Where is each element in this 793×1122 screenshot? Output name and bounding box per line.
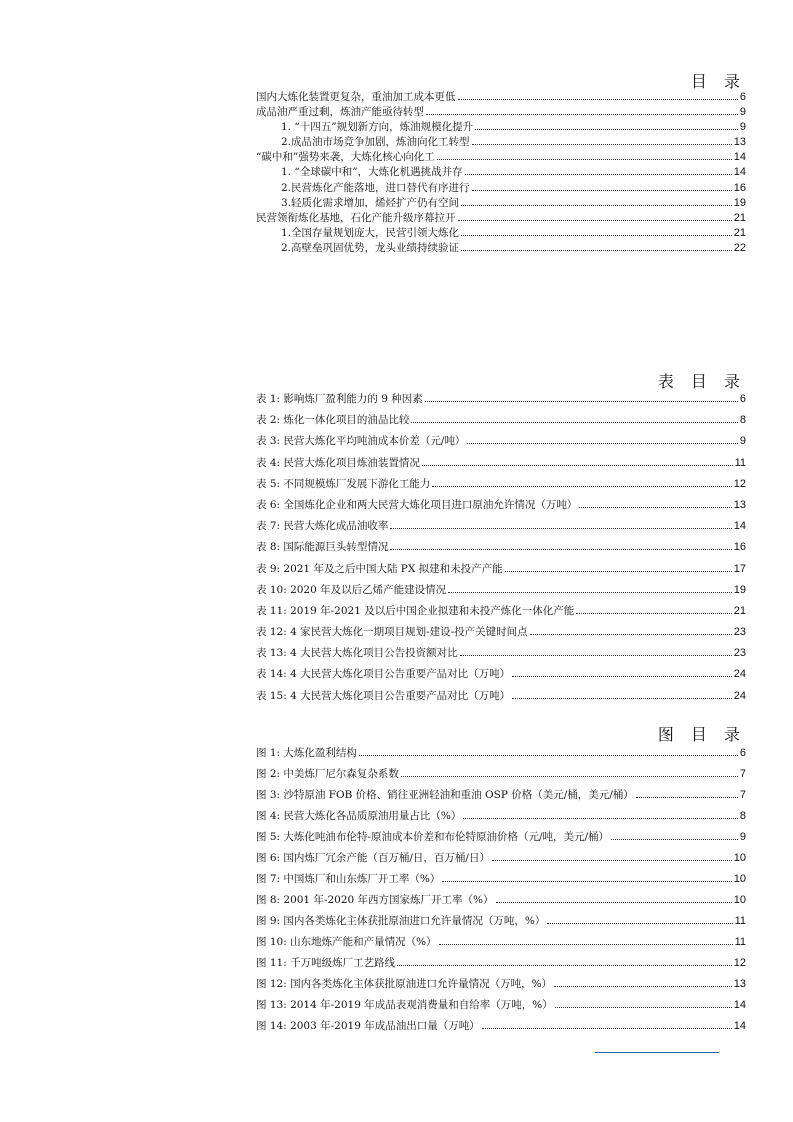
dot-leader — [472, 190, 732, 191]
figures-entry[interactable] — [256, 914, 746, 935]
tables-entry-page: 23 — [733, 647, 746, 660]
figures-entry-title: 图 7: 中国炼厂和山东炼厂开工率（%） — [256, 873, 441, 885]
dot-leader — [467, 443, 737, 444]
figures-entry-title: 图 5: 大炼化吨油布伦特-原油成本价差和布伦特原油价格（元/吨，美元/桶） — [256, 831, 610, 843]
tables-entry-page: 16 — [733, 541, 746, 554]
dot-leader — [496, 902, 732, 903]
contents-entry-page: 13 — [733, 136, 746, 149]
tables-entry-title: 表 11: 2019 年-2021 及以后中国企业拟建和未投产炼化一体化产能 — [256, 604, 575, 617]
tables-entry-page: 12 — [733, 477, 746, 490]
dot-leader — [432, 486, 731, 487]
dot-leader — [482, 1028, 732, 1029]
figures-entry-page: 14 — [733, 999, 746, 1011]
contents-entry[interactable] — [256, 226, 746, 241]
contents-entry-page: 9 — [739, 106, 746, 119]
figures-entry-title: 图 3: 沙特原油 FOB 价格、销往亚洲轻油和重油 OSP 价格（美元/桶，美元/桶） — [256, 789, 634, 801]
figures-entry-page: 8 — [739, 810, 746, 822]
figures-list — [256, 746, 746, 1040]
dot-leader — [555, 1007, 732, 1008]
tables-entry-page: 8 — [739, 414, 746, 427]
figures-entry-title: 图 8: 2001 年-2020 年西方国家炼厂开工率（%） — [256, 894, 494, 906]
dot-leader — [530, 634, 732, 635]
figures-entry[interactable] — [256, 872, 746, 893]
figures-entry[interactable] — [256, 746, 746, 767]
dot-leader — [439, 944, 733, 945]
tables-entry[interactable] — [256, 392, 746, 413]
tables-entry-title: 表 2: 炼化一体化项目的油品比较 — [256, 414, 410, 427]
dot-leader — [461, 205, 732, 206]
tables-list — [256, 392, 746, 710]
dot-leader — [448, 592, 732, 593]
contents-list — [256, 90, 746, 256]
figures-entry-title: 图 14: 2003 年-2019 年成品油出口量（万吨） — [256, 1020, 480, 1032]
dot-leader — [579, 507, 731, 508]
dot-leader — [460, 655, 732, 656]
tables-entry-title: 表 7: 民营大炼化成品油收率 — [256, 520, 389, 533]
tables-entry-title: 表 5: 不同规模炼厂发展下游化工能力 — [256, 477, 431, 490]
contents-entry[interactable] — [256, 241, 746, 256]
figures-entry-page: 13 — [733, 978, 746, 990]
tables-entry[interactable] — [256, 625, 746, 646]
tables-entry-title: 表 13: 4 大民营大炼化项目公告投资额对比 — [256, 647, 458, 660]
dot-leader — [422, 465, 733, 466]
tables-entry-title: 表 6: 全国炼化企业和两大民营大炼化项目进口原油允许情况（万吨） — [256, 498, 578, 511]
dot-leader — [463, 818, 738, 819]
tables-entry[interactable] — [256, 689, 746, 710]
tables-entry[interactable] — [256, 646, 746, 667]
contents-entry-page: 21 — [733, 211, 746, 224]
figures-entry-page: 7 — [739, 768, 746, 780]
contents-entry-title: 1.全国存量规划庞大，民营引领大炼化 — [281, 226, 460, 239]
dot-leader — [458, 220, 732, 221]
contents-entry-title: 成品油严重过剩，炼油产能亟待转型 — [256, 106, 424, 119]
dot-leader — [411, 422, 737, 423]
contents-entry-title: 2.高壁垒巩固优势，龙头业绩持续验证 — [281, 241, 460, 254]
dot-leader — [390, 528, 731, 529]
contents-entry-page: 6 — [739, 91, 746, 103]
dot-leader — [458, 99, 738, 100]
contents-heading: 目 录 — [690, 72, 746, 91]
dot-leader — [547, 923, 732, 924]
figures-entry[interactable] — [256, 1019, 746, 1040]
contents-entry[interactable] — [256, 90, 746, 105]
figures-entry-page: 10 — [733, 852, 746, 864]
figures-entry[interactable] — [256, 851, 746, 872]
contents-entry-page: 21 — [733, 226, 746, 239]
tables-entry-page: 19 — [733, 583, 746, 596]
contents-entry-title: 3.轻质化需求增加，烯烃扩产仍有空间 — [281, 196, 460, 209]
figures-entry[interactable] — [256, 977, 746, 998]
tables-entry-title: 表 4: 民营大炼化项目炼油装置情况 — [256, 456, 420, 469]
tables-entry[interactable] — [256, 583, 746, 604]
contents-entry-title: 2.民营炼化产能落地，进口替代有序进行 — [281, 181, 470, 194]
tables-entry-title: 表 8: 国际能源巨头转型情况 — [256, 541, 389, 554]
tables-heading: 表 目 录 — [657, 372, 746, 391]
figures-entry-title: 图 12: 国内各类炼化主体获批原油进口允许量情况（万吨，%） — [256, 978, 553, 990]
dot-leader — [512, 698, 732, 699]
figures-entry-page: 10 — [733, 894, 746, 906]
contents-entry-title: “碳中和”强势来袭，大炼化核心向化工 — [256, 151, 435, 164]
dot-leader — [505, 571, 732, 572]
figures-entry-page: 9 — [739, 831, 746, 843]
dot-leader — [437, 159, 732, 160]
contents-entry-title: 国内大炼化装置更复杂，重油加工成本更低 — [256, 91, 456, 103]
dot-leader — [461, 235, 732, 236]
dot-leader — [425, 401, 738, 402]
contents-entry[interactable] — [256, 135, 746, 150]
figures-entry[interactable] — [256, 956, 746, 977]
figures-entry-title: 图 4: 民营大炼化各品质原油用量占比（%） — [256, 810, 462, 822]
contents-entry-page: 22 — [733, 241, 746, 254]
tables-entry[interactable] — [256, 519, 746, 540]
contents-entry-page: 9 — [739, 121, 746, 134]
tables-entry-page: 21 — [733, 604, 746, 617]
tables-entry[interactable] — [256, 434, 746, 455]
tables-entry-title: 表 14: 4 大民营大炼化项目公告重要产品对比（万吨） — [256, 668, 511, 681]
figures-entry-title: 图 1: 大炼化盈利结构 — [256, 747, 357, 759]
figures-entry-title: 图 13: 2014 年-2019 年成品表观消费量和自给率（万吨，%） — [256, 999, 553, 1011]
figures-entry-page: 14 — [733, 1020, 746, 1032]
dot-leader — [512, 676, 732, 677]
tables-entry[interactable] — [256, 456, 746, 477]
dot-leader — [465, 174, 732, 175]
tables-entry-page: 17 — [733, 562, 746, 575]
tables-entry-page: 14 — [733, 520, 746, 533]
figures-entry[interactable] — [256, 935, 746, 956]
footer-rule — [595, 1052, 719, 1053]
tables-entry[interactable] — [256, 667, 746, 688]
contents-entry[interactable] — [256, 181, 746, 196]
figures-entry-page: 10 — [733, 873, 746, 885]
figures-entry-page: 11 — [734, 936, 746, 948]
contents-entry-page: 19 — [733, 196, 746, 209]
figures-entry[interactable] — [256, 998, 746, 1019]
dot-leader — [492, 860, 732, 861]
contents-entry[interactable] — [256, 196, 746, 211]
dot-leader — [461, 250, 732, 251]
tables-entry-title: 表 10: 2020 年及以后乙烯产能建设情况 — [256, 583, 447, 596]
figures-entry-title: 图 10: 山东地炼产能和产量情况（%） — [256, 936, 437, 948]
figures-entry[interactable] — [256, 767, 746, 788]
contents-entry[interactable] — [256, 211, 746, 226]
tables-entry-title: 表 15: 4 大民营大炼化项目公告重要产品对比（万吨） — [256, 689, 511, 702]
contents-entry-title: 1. “全球碳中和”，大炼化机遇挑战并存 — [281, 166, 463, 179]
dot-leader — [475, 129, 738, 130]
dot-leader — [390, 549, 731, 550]
tables-entry-page: 24 — [733, 689, 746, 702]
tables-entry[interactable] — [256, 477, 746, 498]
tables-entry[interactable] — [256, 562, 746, 583]
figures-entry[interactable] — [256, 788, 746, 809]
tables-entry-title: 表 12: 4 家民营大炼化一期项目规划-建设-投产关键时间点 — [256, 626, 528, 639]
dot-leader — [442, 881, 731, 882]
tables-entry[interactable] — [256, 604, 746, 625]
dot-leader — [611, 839, 738, 840]
contents-entry[interactable] — [256, 105, 746, 120]
tables-entry-page: 23 — [733, 626, 746, 639]
tables-entry-page: 13 — [733, 498, 746, 511]
contents-entry-page: 14 — [733, 166, 746, 179]
figures-entry[interactable] — [256, 893, 746, 914]
tables-entry[interactable] — [256, 498, 746, 519]
figures-entry-title: 图 9: 国内各类炼化主体获批原油进口允许量情况（万吨，%） — [256, 915, 546, 927]
figures-entry-page: 6 — [739, 747, 746, 759]
figures-entry-title: 图 2: 中美炼厂尼尔森复杂系数 — [256, 768, 399, 780]
dot-leader — [636, 797, 738, 798]
dot-leader — [397, 965, 732, 966]
figures-entry-page: 7 — [739, 789, 746, 801]
dot-leader — [401, 776, 738, 777]
figures-entry-page: 11 — [734, 915, 746, 927]
dot-leader — [554, 986, 732, 987]
contents-entry[interactable] — [256, 120, 746, 135]
contents-entry-page: 16 — [733, 181, 746, 194]
tables-entry-page: 24 — [733, 668, 746, 681]
tables-entry-title: 表 3: 民营大炼化平均吨油成本价差（元/吨） — [256, 435, 466, 448]
tables-entry-page: 11 — [734, 456, 746, 469]
tables-entry-title: 表 1: 影响炼厂盈利能力的 9 种因素 — [256, 393, 423, 405]
tables-entry[interactable] — [256, 540, 746, 561]
tables-entry-page: 9 — [739, 435, 746, 448]
dot-leader — [472, 144, 732, 145]
contents-entry-title: 2.成品油市场竞争加剧，炼油向化工转型 — [281, 136, 470, 149]
contents-entry-title: 1. “十四五”规划新方向，炼油规模化提升 — [281, 121, 474, 134]
figures-entry[interactable] — [256, 830, 746, 851]
tables-entry-title: 表 9: 2021 年及之后中国大陆 PX 拟建和未投产产能 — [256, 562, 503, 575]
dot-leader — [359, 755, 738, 756]
figures-heading: 图 目 录 — [657, 725, 746, 744]
contents-entry[interactable] — [256, 150, 746, 165]
dot-leader — [426, 114, 738, 115]
figures-entry-page: 12 — [733, 957, 746, 969]
tables-entry-page: 6 — [739, 393, 746, 405]
figures-entry[interactable] — [256, 809, 746, 830]
tables-entry[interactable] — [256, 413, 746, 434]
figures-entry-title: 图 6: 国内炼厂冗余产能（百万桶/日，百万桶/日） — [256, 852, 490, 864]
dot-leader — [576, 613, 732, 614]
contents-entry[interactable] — [256, 165, 746, 180]
figures-entry-title: 图 11: 千万吨级炼厂工艺路线 — [256, 957, 396, 969]
contents-entry-title: 民营领衔炼化基地，石化产能升级序幕拉开 — [256, 211, 456, 224]
contents-entry-page: 14 — [733, 151, 746, 164]
